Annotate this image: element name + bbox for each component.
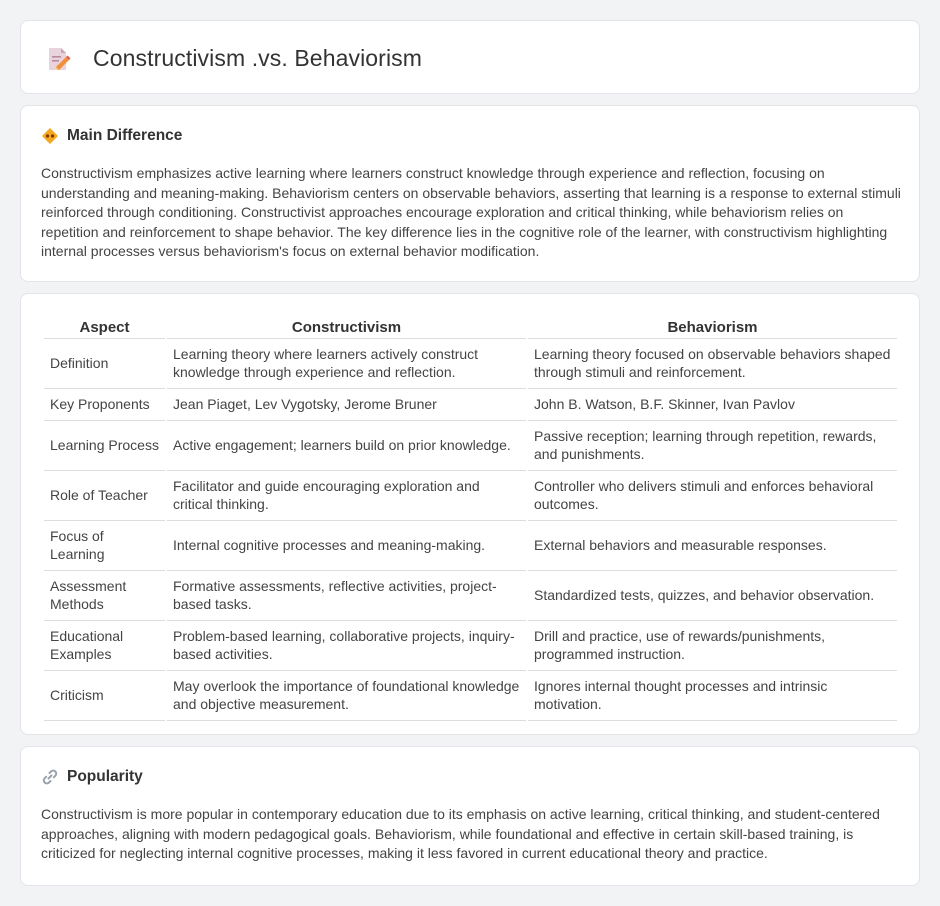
aspect-cell: Focus of Learning <box>44 521 165 571</box>
header-constructivism: Constructivism <box>167 312 526 339</box>
behaviorism-cell: Passive reception; learning through repetition, rewards, and punishments. <box>528 421 897 471</box>
table-row <box>44 571 897 621</box>
constructivism-cell: Facilitator and guide encouraging exploration and critical thinking. <box>167 471 526 521</box>
table-row <box>44 389 897 421</box>
main-difference-title: Main Difference <box>67 127 183 144</box>
aspect-cell: Criticism <box>44 671 165 721</box>
table-header-row <box>44 312 897 339</box>
behaviorism-cell: Drill and practice, use of rewards/punishments, programmed instruction. <box>528 621 897 671</box>
behaviorism-cell: Controller who delivers stimuli and enforces behavioral outcomes. <box>528 471 897 521</box>
table-row <box>44 521 897 571</box>
constructivism-cell: Formative assessments, reflective activities, project-based tasks. <box>167 571 526 621</box>
aspect-cell: Definition <box>44 339 165 389</box>
aspect-cell: Role of Teacher <box>44 471 165 521</box>
diamond-icon <box>41 127 59 145</box>
document-edit-icon <box>47 46 71 72</box>
constructivism-cell: Learning theory where learners actively construct knowledge through experience and reflection. <box>167 339 526 389</box>
aspect-cell: Learning Process <box>44 421 165 471</box>
behaviorism-cell: External behaviors and measurable responses. <box>528 521 897 571</box>
constructivism-cell: Internal cognitive processes and meaning-making. <box>167 521 526 571</box>
constructivism-cell: May overlook the importance of foundational knowledge and objective measurement. <box>167 671 526 721</box>
aspect-cell: Key Proponents <box>44 389 165 421</box>
main-difference-heading <box>41 127 182 145</box>
table-row <box>44 671 897 721</box>
header-card <box>20 20 920 94</box>
main-difference-text: Constructivism emphasizes active learning where learners construct knowledge through experience and reflection, focusing on understanding and meaning-making. Behaviorism centers on observable behaviors, asserting that learning is a response to external stimuli reinforced through conditioning. Constructivist approaches encourage exploration and critical thinking, while behaviorism relies on repetition and reinforcement to shape behavior. The key difference lies in the cognitive role of the learner, with constructivism highlighting internal processes versus behaviorism's focus on external behavior modification. <box>41 165 901 260</box>
table-row <box>44 421 897 471</box>
table-row <box>44 339 897 389</box>
aspect-cell: Assessment Methods <box>44 571 165 621</box>
constructivism-cell: Problem-based learning, collaborative projects, inquiry-based activities. <box>167 621 526 671</box>
popularity-title: Popularity <box>67 768 143 785</box>
comparison-table <box>42 312 899 721</box>
popularity-heading <box>41 768 143 786</box>
table-row <box>44 621 897 671</box>
popularity-section <box>20 746 920 886</box>
page-title: Constructivism .vs. Behaviorism <box>93 45 423 71</box>
main-difference-section <box>20 105 920 282</box>
behaviorism-cell: Learning theory focused on observable behaviors shaped through stimuli and reinforcement. <box>528 339 897 389</box>
link-icon <box>41 768 59 786</box>
comparison-table-card <box>20 293 920 735</box>
behaviorism-cell: John B. Watson, B.F. Skinner, Ivan Pavlov <box>528 389 897 421</box>
table-row <box>44 471 897 521</box>
header-behaviorism: Behaviorism <box>528 312 897 339</box>
behaviorism-cell: Ignores internal thought processes and intrinsic motivation. <box>528 671 897 721</box>
constructivism-cell: Active engagement; learners build on prior knowledge. <box>167 421 526 471</box>
popularity-text: Constructivism is more popular in contemporary education due to its emphasis on active learning, critical thinking, and student-centered approaches, aligning with modern pedagogical goals. Behaviorism, while foundational and effective in certain skill-based training, is criticized for neglecting internal cognitive processes, making it less favored in current educational theory and practice. <box>41 806 880 862</box>
constructivism-cell: Jean Piaget, Lev Vygotsky, Jerome Bruner <box>167 389 526 421</box>
aspect-cell: Educational Examples <box>44 621 165 671</box>
behaviorism-cell: Standardized tests, quizzes, and behavior observation. <box>528 571 897 621</box>
header-aspect: Aspect <box>44 312 165 339</box>
